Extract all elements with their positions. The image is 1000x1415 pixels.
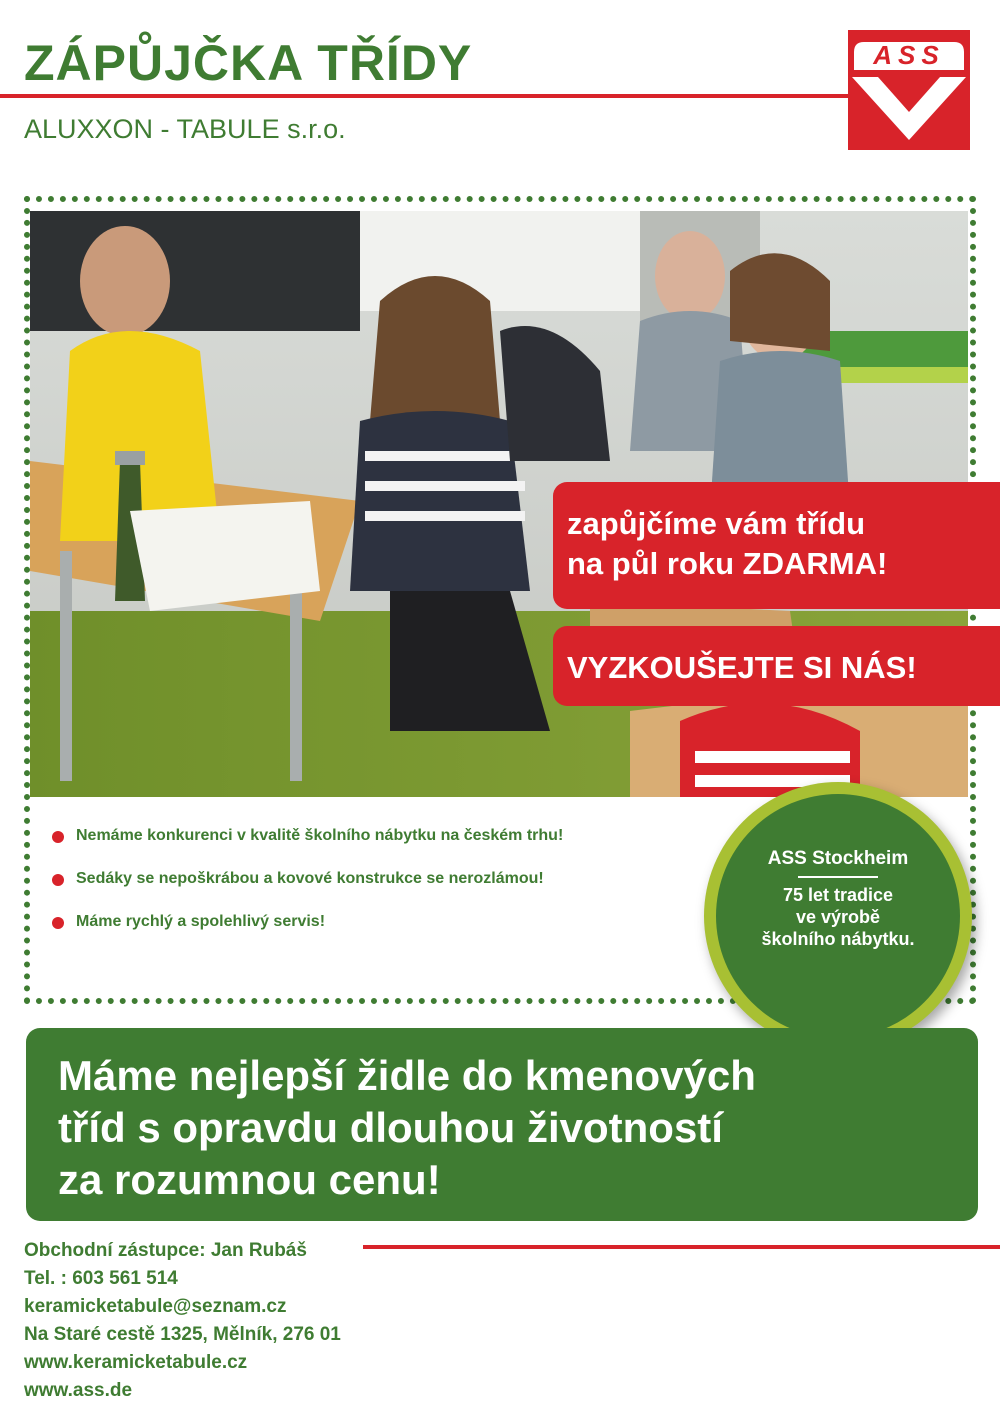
- logo-text: ASS: [873, 40, 945, 70]
- badge-divider: [798, 876, 878, 878]
- list-item: [52, 912, 563, 955]
- promo-line-1: zapůjčíme vám třídu: [567, 506, 866, 541]
- badge-inner: [716, 794, 960, 1038]
- website-link[interactable]: www.keramicketabule.cz: [24, 1352, 248, 1373]
- badge-line-2: ve výrobě: [795, 907, 881, 927]
- list-item: [52, 869, 563, 912]
- ass-logo: [848, 30, 970, 150]
- banner-line-2: tříd s opravdu dlouhou životností: [58, 1104, 723, 1151]
- title-divider: [0, 94, 848, 98]
- badge-line-3: školního nábytku.: [761, 929, 915, 949]
- benefit-text: Nemáme konkurenci v kvalitě školního nábytku na českém trhu!: [76, 827, 564, 844]
- list-item: [52, 826, 563, 869]
- tradition-badge: [704, 782, 972, 1050]
- chairs-banner: [26, 1028, 978, 1221]
- promo-cta: VYZKOUŠEJTE SI NÁS!: [567, 650, 917, 685]
- badge-title: ASS Stockheim: [767, 848, 909, 869]
- page-title: ZÁPŮJČKA TŘÍDY: [24, 35, 473, 91]
- contact-info: [24, 1237, 341, 1405]
- bullet-dot-icon: [52, 874, 64, 886]
- phone: Tel. : 603 561 514: [24, 1268, 178, 1289]
- benefits-list: [52, 826, 563, 955]
- bullet-dot-icon: [52, 831, 64, 843]
- banner-line-3: za rozumnou cenu!: [58, 1156, 441, 1203]
- promo-line-2: na půl roku ZDARMA!: [567, 546, 888, 581]
- address: Na Staré cestě 1325, Mělník, 276 01: [24, 1324, 341, 1345]
- badge-line-1: 75 let tradice: [782, 885, 894, 905]
- badge-text: [716, 884, 960, 950]
- representative: Obchodní zástupce: Jan Rubáš: [24, 1240, 307, 1261]
- banner-line-1: Máme nejlepší židle do kmenových: [58, 1052, 756, 1099]
- website-link[interactable]: www.ass.de: [24, 1380, 133, 1401]
- try-us-promo: [553, 626, 1000, 706]
- company-name: ALUXXON - TABULE s.r.o.: [24, 114, 346, 144]
- bullet-dot-icon: [52, 917, 64, 929]
- heart-shield-logo-icon: [848, 30, 970, 150]
- free-loan-promo: [553, 482, 1000, 609]
- benefit-text: Máme rychlý a spolehlivý servis!: [76, 913, 326, 930]
- benefit-text: Sedáky se nepoškrábou a kovové konstrukce se nerozlámou!: [76, 870, 544, 887]
- contact-divider: [363, 1245, 1000, 1249]
- email-link[interactable]: keramicketabule@seznam.cz: [24, 1296, 287, 1317]
